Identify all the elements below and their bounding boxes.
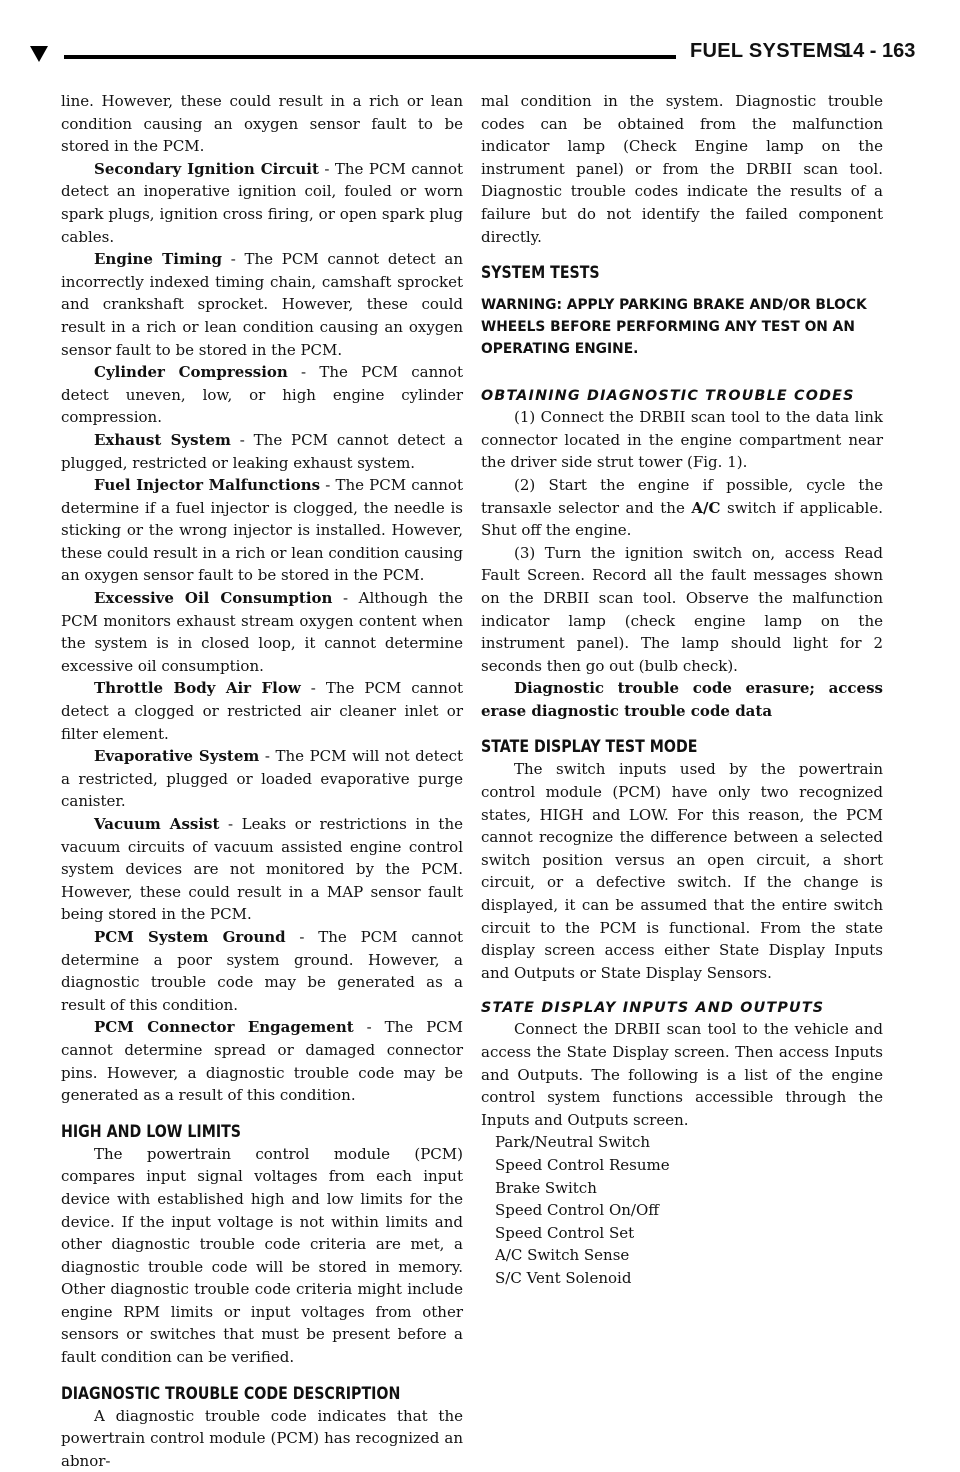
subheading-state-display-io: STATE DISPLAY INPUTS AND OUTPUTS	[481, 1000, 825, 1017]
fault-item	[61, 813, 463, 926]
section-heading-dtc-description: DIAGNOSTIC TROUBLE CODE DESCRIPTION	[61, 1383, 401, 1403]
fault-item-text: - The PCM cannot detect an incorrectly indexed timing chain, camshaft sprocket and crankshaft sprocket. However, these could result in a rich or lean condition causing an oxygen sensor fault to be stored in the PCM.	[61, 250, 463, 359]
step-2-bold: A/C	[691, 498, 721, 517]
subheading-obtaining-dtc: OBTAINING DIAGNOSTIC TROUBLE CODES	[481, 388, 855, 405]
fault-item	[61, 474, 463, 587]
paragraph: Connect the DRBII scan tool to the vehicle and access the State Display screen. Then access Inputs and Outputs. The following is a list of the engine control system functions accessible through the Inputs and Outputs screen.	[481, 1020, 883, 1129]
fault-item	[61, 158, 463, 248]
page-number: 14 - 163	[842, 40, 916, 62]
fault-item-term: PCM System Ground	[94, 927, 286, 946]
fault-item	[61, 677, 463, 745]
step-3: (3) Turn the ignition switch on, access Read Fault Screen. Record all the fault messages shown on the DRBII scan tool. Observe the malfunction indicator lamp (check engine lamp on the instrument panel). The lamp should light for 2 seconds then go out (bulb check).	[481, 543, 883, 675]
fault-item-text: - The PCM cannot detect uneven, low, or high engine cylinder compression.	[61, 363, 463, 427]
erasure-note: Diagnostic trouble code erasure; access erase diagnostic trouble code data	[481, 679, 883, 720]
triangle-marker-icon	[30, 46, 48, 62]
fault-item-text: - Although the PCM monitors exhaust stream oxygen content when the system is in closed loop, it cannot determine excessive oil consumption.	[61, 589, 464, 675]
fault-item	[61, 1016, 463, 1106]
page-header	[30, 40, 930, 70]
paragraph: mal condition in the system. Diagnostic trouble codes can be obtained from the malfunction indicator lamp (Check Engine lamp on the instrument panel) or from the DRBII scan tool. Diagnostic trouble codes indicate the results of a failure but do not identify the failed component directly.	[481, 92, 883, 246]
fault-item-term: Exhaust System	[94, 430, 231, 449]
list-item: S/C Vent Solenoid	[495, 1268, 632, 1287]
fault-item-term: Secondary Ignition Circuit	[94, 159, 319, 178]
fault-item-term: Fuel Injector Malfunctions	[94, 476, 321, 495]
paragraph: The powertrain control module (PCM) compares input signal voltages from each input device with established high and low limits for the device. If the input voltage is not within limits and other diagnostic trouble code criteria are met, a diagnostic trouble code will be stored in memory. Other diagnostic trouble code criteria might include engine RPM limits or input voltages from other sensors or switches that must be present before a fault condition can be verified.	[61, 1144, 463, 1367]
list-item: Speed Control On/Off	[495, 1201, 659, 1220]
fault-item-text: - The PCM will not detect a restricted, plugged or loaded evaporative purge canister.	[61, 747, 463, 811]
header-rule	[64, 55, 676, 59]
step-1: (1) Connect the DRBII scan tool to the data link connector located in the engine compartment near the driver side strut tower (Fig. 1).	[481, 408, 883, 472]
right-column	[481, 90, 883, 1290]
fault-item-text: - The PCM cannot determine if a fuel injector is clogged, the needle is sticking or the wrong injector is installed. However, these could result in a rich or lean condition causing an oxygen sensor fault to be stored in the PCM.	[61, 476, 463, 585]
io-function-list	[481, 1131, 883, 1289]
section-title: FUEL SYSTEMS	[690, 40, 847, 62]
list-item: Speed Control Set	[495, 1223, 635, 1242]
fault-item-text: - The PCM cannot determine spread or damaged connector pins. However, a diagnostic trouble code may be generated as a result of this condition.	[61, 1018, 463, 1105]
section-heading-system-tests: SYSTEM TESTS	[481, 263, 600, 283]
fault-item	[61, 745, 463, 813]
left-column	[61, 90, 463, 1472]
fault-item-term: Excessive Oil Consumption	[94, 589, 333, 608]
paragraph: line. However, these could result in a rich or lean condition causing an oxygen sensor fault to be stored in the PCM.	[61, 92, 463, 156]
list-item: A/C Switch Sense	[495, 1246, 630, 1265]
fault-item-term: Vacuum Assist	[94, 815, 220, 833]
paragraph: A diagnostic trouble code indicates that the powertrain control module (PCM) has recognized an abnor-	[61, 1406, 463, 1470]
step-2-text-a: (2) Start the engine if possible, cycle the transaxle selector and the	[481, 475, 883, 517]
fault-item-term: Throttle Body Air Flow	[94, 679, 301, 698]
list-item: Park/Neutral Switch	[495, 1133, 651, 1152]
section-heading-high-low-limits: HIGH AND LOW LIMITS	[61, 1121, 242, 1141]
fault-item-text: - The PCM cannot detect a clogged or restricted air cleaner inlet or filter element.	[61, 679, 463, 743]
fault-item	[61, 926, 463, 1016]
step-2-text-b: switch if applicable. Shut off the engine.	[481, 498, 883, 540]
fault-item	[61, 429, 463, 474]
fault-item-text: - The PCM cannot detect an inoperative ignition coil, fouled or worn spark plugs, ignition cross firing, or open spark plug cables.	[61, 159, 463, 246]
step-2	[481, 474, 883, 542]
section-heading-state-display: STATE DISPLAY TEST MODE	[481, 737, 698, 757]
list-item: Brake Switch	[495, 1178, 597, 1197]
paragraph: The switch inputs used by the powertrain control module (PCM) have only two recognized states, HIGH and LOW. For this reason, the PCM cannot recognize the difference between a selected switch position versus an open circuit, a short circuit, or a defective switch. If the change is displayed, it can be assumed that the entire switch circuit to the PCM is functional. From the state display screen access either State Display Inputs and Outputs or State Display Sensors.	[481, 760, 883, 982]
fault-item-term: Cylinder Compression	[94, 363, 288, 382]
list-item: Speed Control Resume	[495, 1155, 670, 1174]
fault-item-term: Evaporative System	[94, 747, 260, 766]
fault-item	[61, 248, 463, 361]
fault-item-term: Engine Timing	[94, 250, 222, 269]
warning-text: WARNING: APPLY PARKING BRAKE AND/OR BLOCK WHEELS BEFORE PERFORMING ANY TEST ON AN OPERATING ENGINE.	[481, 297, 867, 358]
fault-item-term: PCM Connector Engagement	[94, 1018, 354, 1037]
fault-item-text: - Leaks or restrictions in the vacuum circuits of vacuum assisted engine control system devices are not monitored by the PCM. However, these could result in a MAP sensor fault being stored in the PCM.	[61, 815, 464, 924]
fault-item-text: - The PCM cannot detect a plugged, restricted or leaking exhaust system.	[61, 430, 463, 472]
fault-list	[61, 158, 463, 1107]
fault-item	[61, 587, 463, 677]
fault-item	[61, 361, 463, 429]
fault-item-text: - The PCM cannot determine a poor system ground. However, a diagnostic trouble code may be generated as a result of this condition.	[61, 927, 463, 1014]
